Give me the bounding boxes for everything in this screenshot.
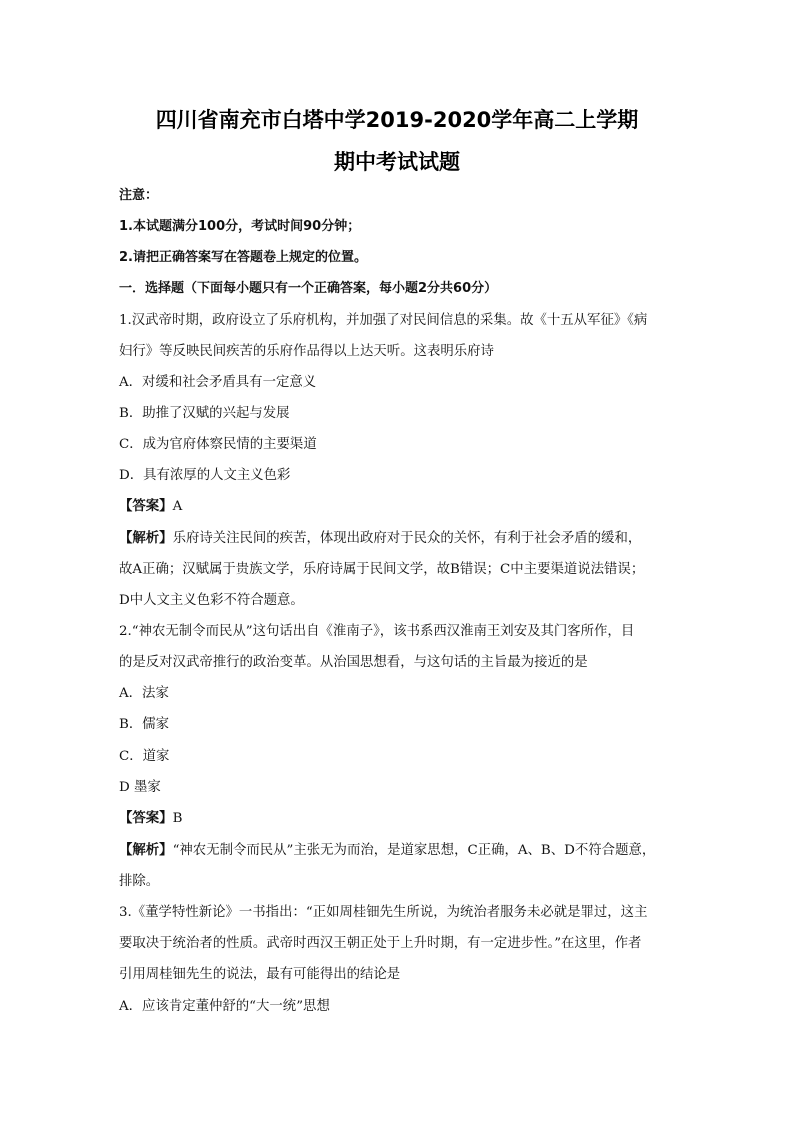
- q1-analysis-label: 【解析】: [119, 531, 173, 546]
- document-title-line2: 期中考试试题: [334, 150, 460, 174]
- q3-stem-line2: 要取决于统治者的性质。武帝时西汉王朝正处于上升时期，有一定进步性。”在这里，作者: [119, 936, 642, 951]
- q2-answer-label: 【答案】: [119, 811, 173, 826]
- q2-analysis-line2: 排除。: [119, 874, 160, 889]
- notice-item-2: 2.请把正确答案写在答题卷上规定的位置。: [119, 250, 367, 265]
- q2-option-c: C．道家: [119, 749, 170, 764]
- q1-option-d: D．具有浓厚的人文主义色彩: [119, 468, 291, 483]
- q1-answer-label: 【答案】: [119, 499, 173, 514]
- q2-analysis-text1: “神农无制令而民从”主张无为而治，是道家思想，C正确，A、B、D不符合题意，: [172, 843, 656, 858]
- q2-stem-line1: 2.“神农无制令而民从”这句话出自《淮南子》，该书系西汉淮南王刘安及其门客所作，目: [119, 624, 635, 639]
- q2-answer-value: B: [172, 811, 183, 826]
- q1-analysis-line3: D中人文主义色彩不符合题意。: [119, 593, 304, 608]
- q1-option-c: C．成为官府体察民情的主要渠道: [119, 437, 317, 452]
- q3-option-a: A．应该肯定董仲舒的“大一统”思想: [119, 999, 330, 1014]
- q3-stem-line1: 3.《董学特性新论》一书指出：“正如周桂钿先生所说，为统治者服务未必就是罪过，这主: [119, 905, 648, 920]
- q2-option-a: A．法家: [119, 686, 169, 701]
- q1-option-a: A．对缓和社会矛盾具有一定意义: [119, 375, 317, 390]
- section-heading: 一．选择题（下面每小题只有一个正确答案，每小题2分共60分）: [119, 281, 498, 296]
- notice-item-1: 1.本试题满分100分，考试时间90分钟；: [119, 219, 361, 234]
- q2-stem-line2: 的是反对汉武帝推行的政治变革。从治国思想看，与这句话的主旨最为接近的是: [119, 655, 588, 670]
- q1-stem-line1: 1.汉武帝时期，政府设立了乐府机构，并加强了对民间信息的采集。故《十五从军征》《病: [119, 313, 648, 328]
- q2-analysis-label: 【解析】: [119, 843, 173, 858]
- q2-answer: [119, 810, 182, 828]
- q3-stem-line3: 引用周桂钿先生的说法，最有可能得出的结论是: [119, 967, 401, 982]
- q1-option-b: B．助推了汉赋的兴起与发展: [119, 406, 290, 421]
- q2-option-b: B．儒家: [119, 717, 170, 732]
- q1-analysis-line1: [119, 530, 641, 548]
- q1-answer: [119, 498, 182, 516]
- q1-analysis-text1: 乐府诗关注民间的疾苦，体现出政府对于民众的关怀，有利于社会矛盾的缓和，: [172, 531, 642, 546]
- q2-option-d: D 墨家: [119, 780, 161, 795]
- q1-stem-line2: 妇行》等反映民间疾苦的乐府作品得以上达天听。这表明乐府诗: [119, 344, 494, 359]
- notice-label: 注意：: [119, 188, 159, 203]
- document-title-line1: 四川省南充市白塔中学2019-2020学年高二上学期: [155, 108, 639, 132]
- q1-analysis-line2: 故A正确；汉赋属于贵族文学，乐府诗属于民间文学，故B错误；C中主要渠道说法错误；: [119, 562, 645, 577]
- q1-answer-value: A: [172, 499, 183, 514]
- q2-analysis-line1: [119, 842, 655, 860]
